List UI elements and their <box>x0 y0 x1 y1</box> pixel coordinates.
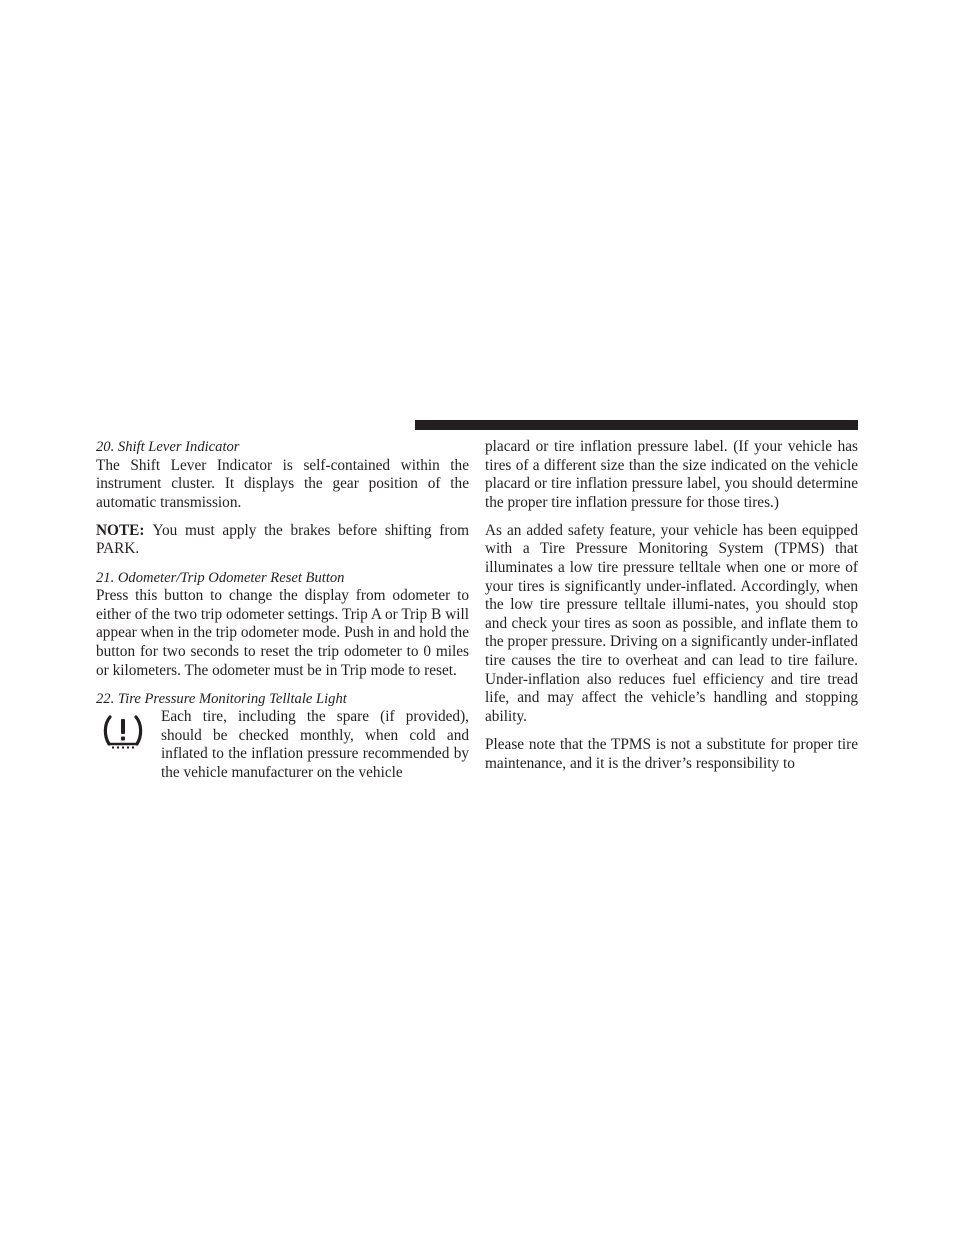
section-20-note <box>96 522 469 559</box>
section-20-body: The Shift Lever Indicator is self-contained within the instrument cluster. It displays the gear position of the automatic transmission. <box>96 456 469 511</box>
tpms-note-paragraph: Please note that the TPMS is not a substitute for proper tire maintenance, and it is the driver’s responsibility to <box>485 735 858 772</box>
left-column <box>96 438 469 783</box>
section-22-body: Each tire, including the spare (if provided), should be checked monthly, when cold and inflated to the inflation pressure recommended by the vehicle manufacturer on the vehicle <box>161 708 469 781</box>
right-column <box>485 438 858 783</box>
section-header-bar <box>415 420 858 430</box>
section-21-heading: 21. Odometer/Trip Odometer Reset Button <box>96 569 345 586</box>
tpms-feature-paragraph: As an added safety feature, your vehicle has been equipped with a Tire Pressure Monitoring System (TPMS) that illuminates a low tire pressure telltale when one or more of your tires is significantly under-inflated. Accordingly, when the low tire pressure telltale illumi-nates, you should stop and check your tires as soon as possible, and inflate them to the proper pressure. Driving on a significantly under-inflated tire causes the tire to overheat and can lead to tire failure. Under-inflation also reduces fuel efficiency and tire tread life, and may affect the vehicle’s handling and stopping ability. <box>485 521 858 725</box>
section-22-body-block <box>96 708 469 782</box>
section-21-body: Press this button to change the display from odometer to either of the two trip odometer settings. Trip A or Trip B will appear when in the trip odometer mode. Push in and hold the button for two seconds to reset the trip odometer to 0 miles or kilometers. The odometer must be in Trip mode to reset. <box>96 587 469 679</box>
section-20-heading: 20. Shift Lever Indicator <box>96 439 240 455</box>
note-text: You must apply the brakes before shifting from PARK. <box>96 521 469 558</box>
note-label: NOTE: <box>96 521 145 539</box>
right-continuation-paragraph: placard or tire inflation pressure label. (If your vehicle has tires of a different size than the size indicated on the vehicle placard or tire inflation pressure label, you should determine the proper tire inflation pressure for those tires.) <box>485 438 858 511</box>
section-22-heading: 22. Tire Pressure Monitoring Telltale Light <box>96 690 347 707</box>
tire-pressure-warning-icon <box>102 714 144 750</box>
